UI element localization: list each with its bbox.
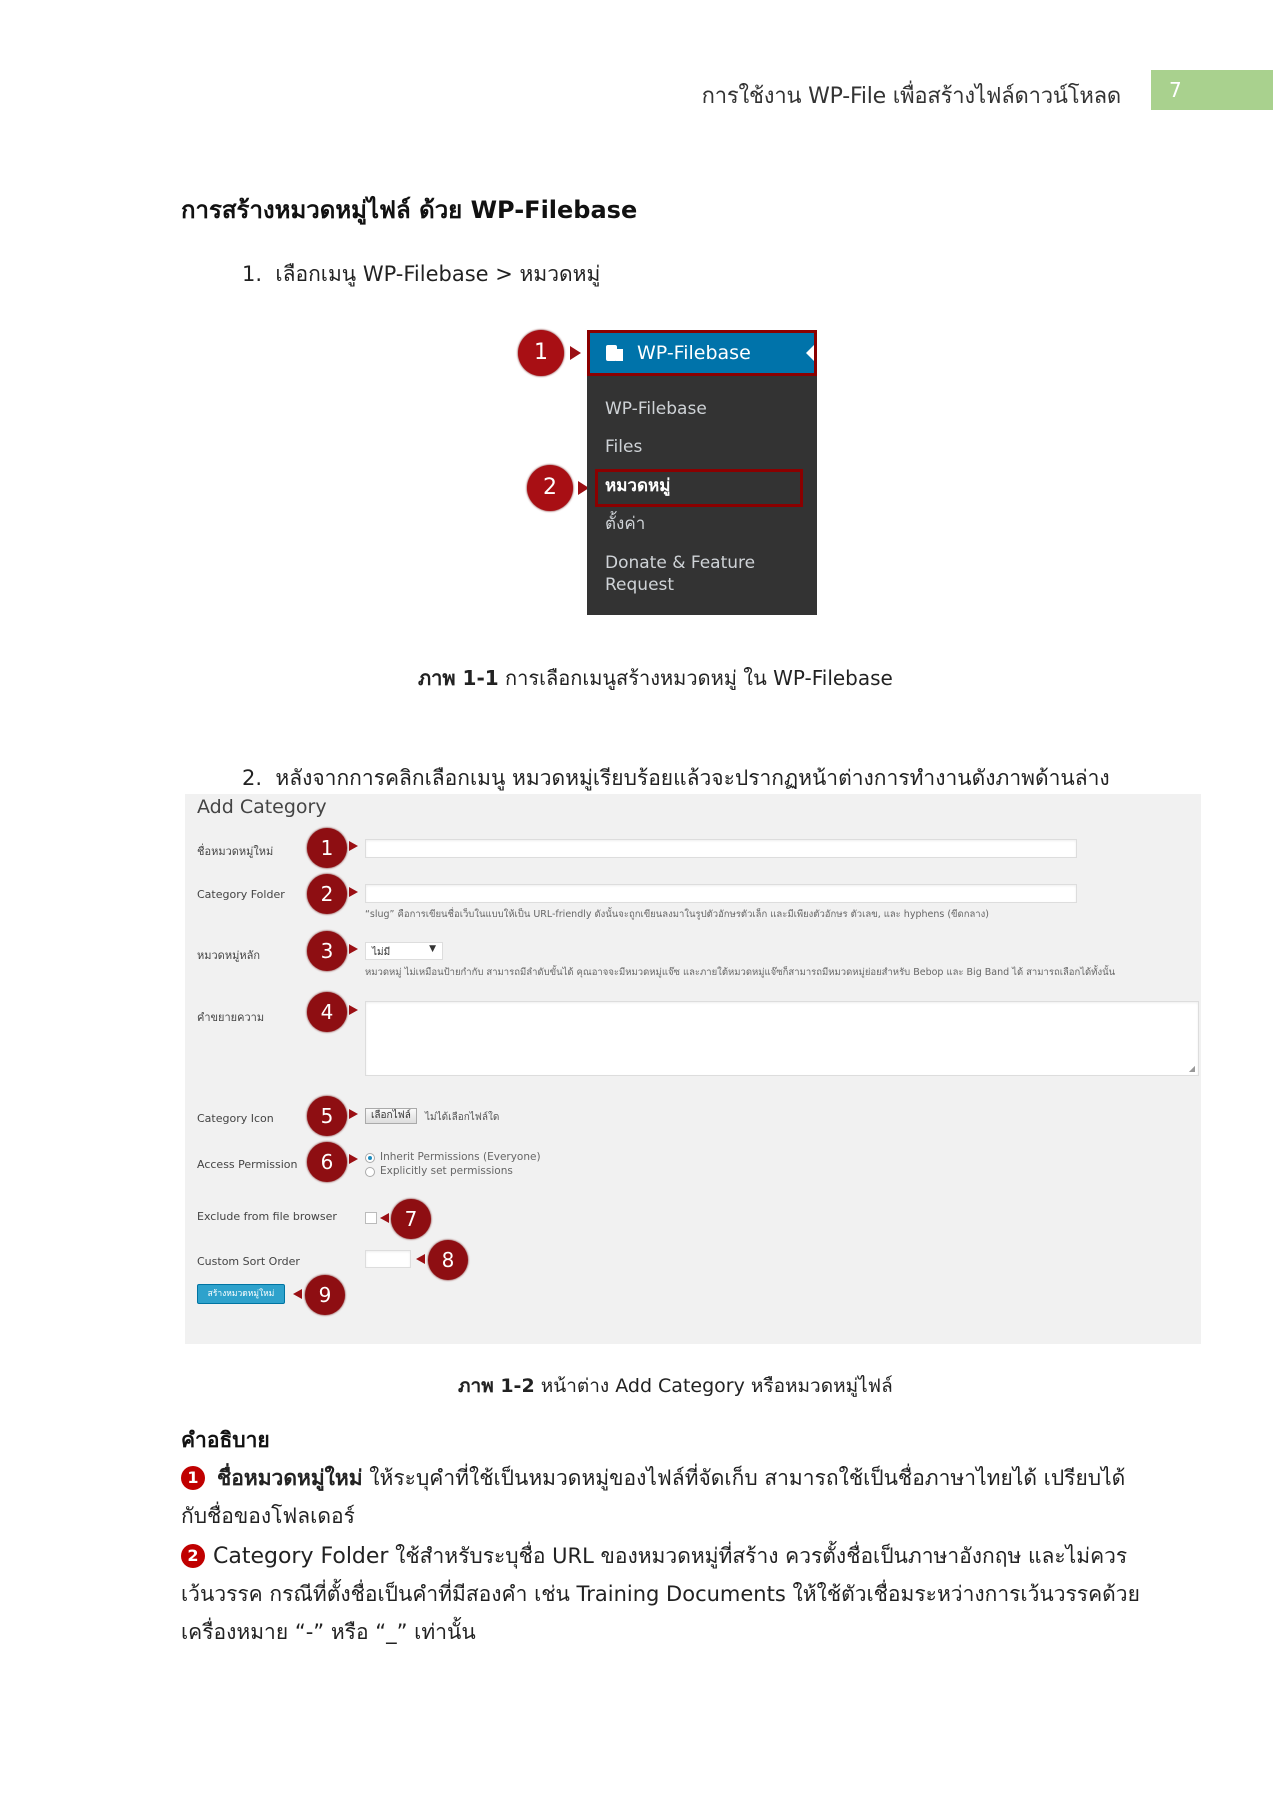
definition: ให้ระบุคำที่ใช้เป็นหมวดหมู่ของไฟล์ที่จัดเก็บ สามารถใช้เป็นชื่อภาษาไทยได้ เปรียบได้ [362,1466,1126,1490]
callout-6: 6 [307,1142,347,1182]
parent-category-help: หมวดหมู่ ไม่เหมือนป้ายกำกับ สามารถมีลำดับขั้นได้ คุณอาจจะมีหมวดหมู่แจ๊ซ และภายใต้หมวดหมู่แจ๊ซก็สามารถมีหมวดหมู่ย่อยสำหรับ Bebop และ Big Band ได้ สามารถเลือกได้ทั้งนั้น [365,967,1116,978]
step-number: 2. [242,766,263,790]
callout-8: 8 [428,1240,468,1280]
page-number: 7 [1151,70,1273,110]
step-2 [242,762,1110,795]
choose-file-button[interactable]: เลือกไฟล์ [365,1108,417,1124]
create-category-button[interactable]: สร้างหมวดหมู่ใหม่ [197,1284,285,1304]
term: ชื่อหมวดหมู่ใหม่ [217,1466,363,1490]
callout-arrow [349,841,358,851]
caption-label: ภาพ 1-1 [418,666,499,690]
section-title: การสร้างหมวดหมู่ไฟล์ ด้วย WP-Filebase [181,196,638,224]
caption-text: การเลือกเมนูสร้างหมวดหมู่ ใน WP-Filebase [498,666,893,690]
step-1 [242,258,600,291]
file-status-text: ไม่ได้เลือกไฟล์ใด [425,1112,500,1123]
wp-admin-menu-figure [587,330,817,615]
description-label: คำขยายความ [197,1011,265,1024]
figure-caption-2 [458,1371,893,1401]
description-item-2 [181,1540,1127,1573]
exclude-checkbox[interactable] [365,1212,377,1224]
category-folder-label: Category Folder [197,888,285,901]
category-name-input[interactable] [365,839,1077,858]
current-menu-arrow-icon [806,345,814,361]
sort-order-label: Custom Sort Order [197,1255,300,1268]
description-item-1-cont: กับชื่อของโฟลเดอร์ [181,1504,355,1528]
description-item-2-cont2: เครื่องหมาย “-” หรือ “_” เท่านั้น [181,1620,476,1644]
parent-category-label: หมวดหมู่หลัก [197,949,260,962]
callout-1: 1 [518,330,564,376]
parent-category-select[interactable] [365,942,443,960]
add-category-form-figure [185,794,1201,1344]
callout-arrow [293,1289,302,1299]
radio-explicit-permissions[interactable] [365,1167,375,1177]
callout-4: 4 [307,992,347,1032]
sort-order-input[interactable] [365,1250,411,1268]
callout-arrow [349,1005,358,1015]
callout-5: 5 [307,1096,347,1136]
callout-arrow [416,1254,425,1264]
step-text: หลังจากการคลิกเลือกเมนู หมวดหมู่เรียบร้อยแล้วจะปรากฏหน้าต่างการทำงานดังภาพด้านล่าง [275,766,1110,790]
selected-value: ไม่มี [372,947,391,958]
submenu-label-line1: Donate & Feature [605,553,756,573]
file-stack-icon [606,343,623,363]
access-permission-label: Access Permission [197,1158,298,1171]
menu-header-label: WP-Filebase [637,342,751,364]
step-text: เลือกเมนู WP-Filebase > หมวดหมู่ [275,262,601,286]
callout-arrow [349,1154,358,1164]
submenu-item-donate[interactable] [605,552,755,596]
description-heading: คำอธิบาย [181,1428,270,1452]
callout-arrow [349,887,358,897]
definition: ใช้สำหรับระบุชื่อ URL ของหมวดหมู่ที่สร้าง ควรตั้งชื่อเป็นภาษาอังกฤษ และไม่ควร [388,1544,1128,1568]
callout-arrow [380,1213,389,1223]
callout-3: 3 [307,931,347,971]
callout-arrow [349,1109,358,1119]
callout-7: 7 [391,1199,431,1239]
submenu-item-categories[interactable]: หมวดหมู่ [605,476,671,496]
resize-handle-icon[interactable]: ◢ [1188,1064,1195,1073]
term: Category Folder [213,1544,389,1569]
caption-label: ภาพ 1-2 [458,1375,535,1397]
callout-1: 1 [307,828,347,868]
submenu-item-files[interactable]: Files [605,437,643,457]
form-title: Add Category [197,796,327,818]
callout-9: 9 [305,1275,345,1315]
number-bullet-icon: 2 [181,1544,205,1568]
category-icon-label: Category Icon [197,1112,274,1125]
radio-inherit-permissions[interactable] [365,1153,375,1163]
callout-2: 2 [527,465,573,511]
category-folder-input[interactable] [365,884,1077,903]
chevron-down-icon: ▼ [429,944,436,954]
figure-caption-1 [418,662,893,694]
submenu-item-wp-filebase[interactable]: WP-Filebase [605,399,707,419]
submenu-label-line2: Request [605,575,675,595]
category-folder-help: “slug” คือการเขียนชื่อเว็บในแบบให้เป็น URL-friendly ดังนั้นจะถูกเขียนลงมาในรูปตัวอักษรตัวเล็ก และมีเพียงตัวอักษร ตัวเลข, และ hyphens (ขีดกลาง) [365,909,989,920]
callout-arrow [349,944,358,954]
description-textarea[interactable] [365,1001,1199,1076]
radio-inherit-label: Inherit Permissions (Everyone) [380,1151,541,1163]
exclude-label: Exclude from file browser [197,1210,337,1223]
description-item-1 [181,1462,1125,1495]
category-name-label: ชื่อหมวดหมู่ใหม่ [197,845,274,858]
radio-explicit-label: Explicitly set permissions [380,1165,513,1177]
description-item-2-cont: เว้นวรรค กรณีที่ตั้งชื่อเป็นคำที่มีสองคำ เช่น Training Documents ให้ใช้ตัวเชื่อมระหว่างการเว้นวรรคด้วย [181,1582,1140,1606]
callout-2: 2 [307,874,347,914]
menu-item-wp-filebase-parent[interactable] [587,330,817,376]
callout-arrow [570,346,581,360]
running-header-title: การใช้งาน WP-File เพื่อสร้างไฟล์ดาวน์โหลด [701,84,1121,109]
number-bullet-icon: 1 [181,1466,205,1490]
step-number: 1. [242,262,263,286]
submenu-item-settings[interactable]: ตั้งค่า [605,514,646,534]
caption-text: หน้าต่าง Add Category หรือหมวดหมู่ไฟล์ [534,1375,893,1397]
